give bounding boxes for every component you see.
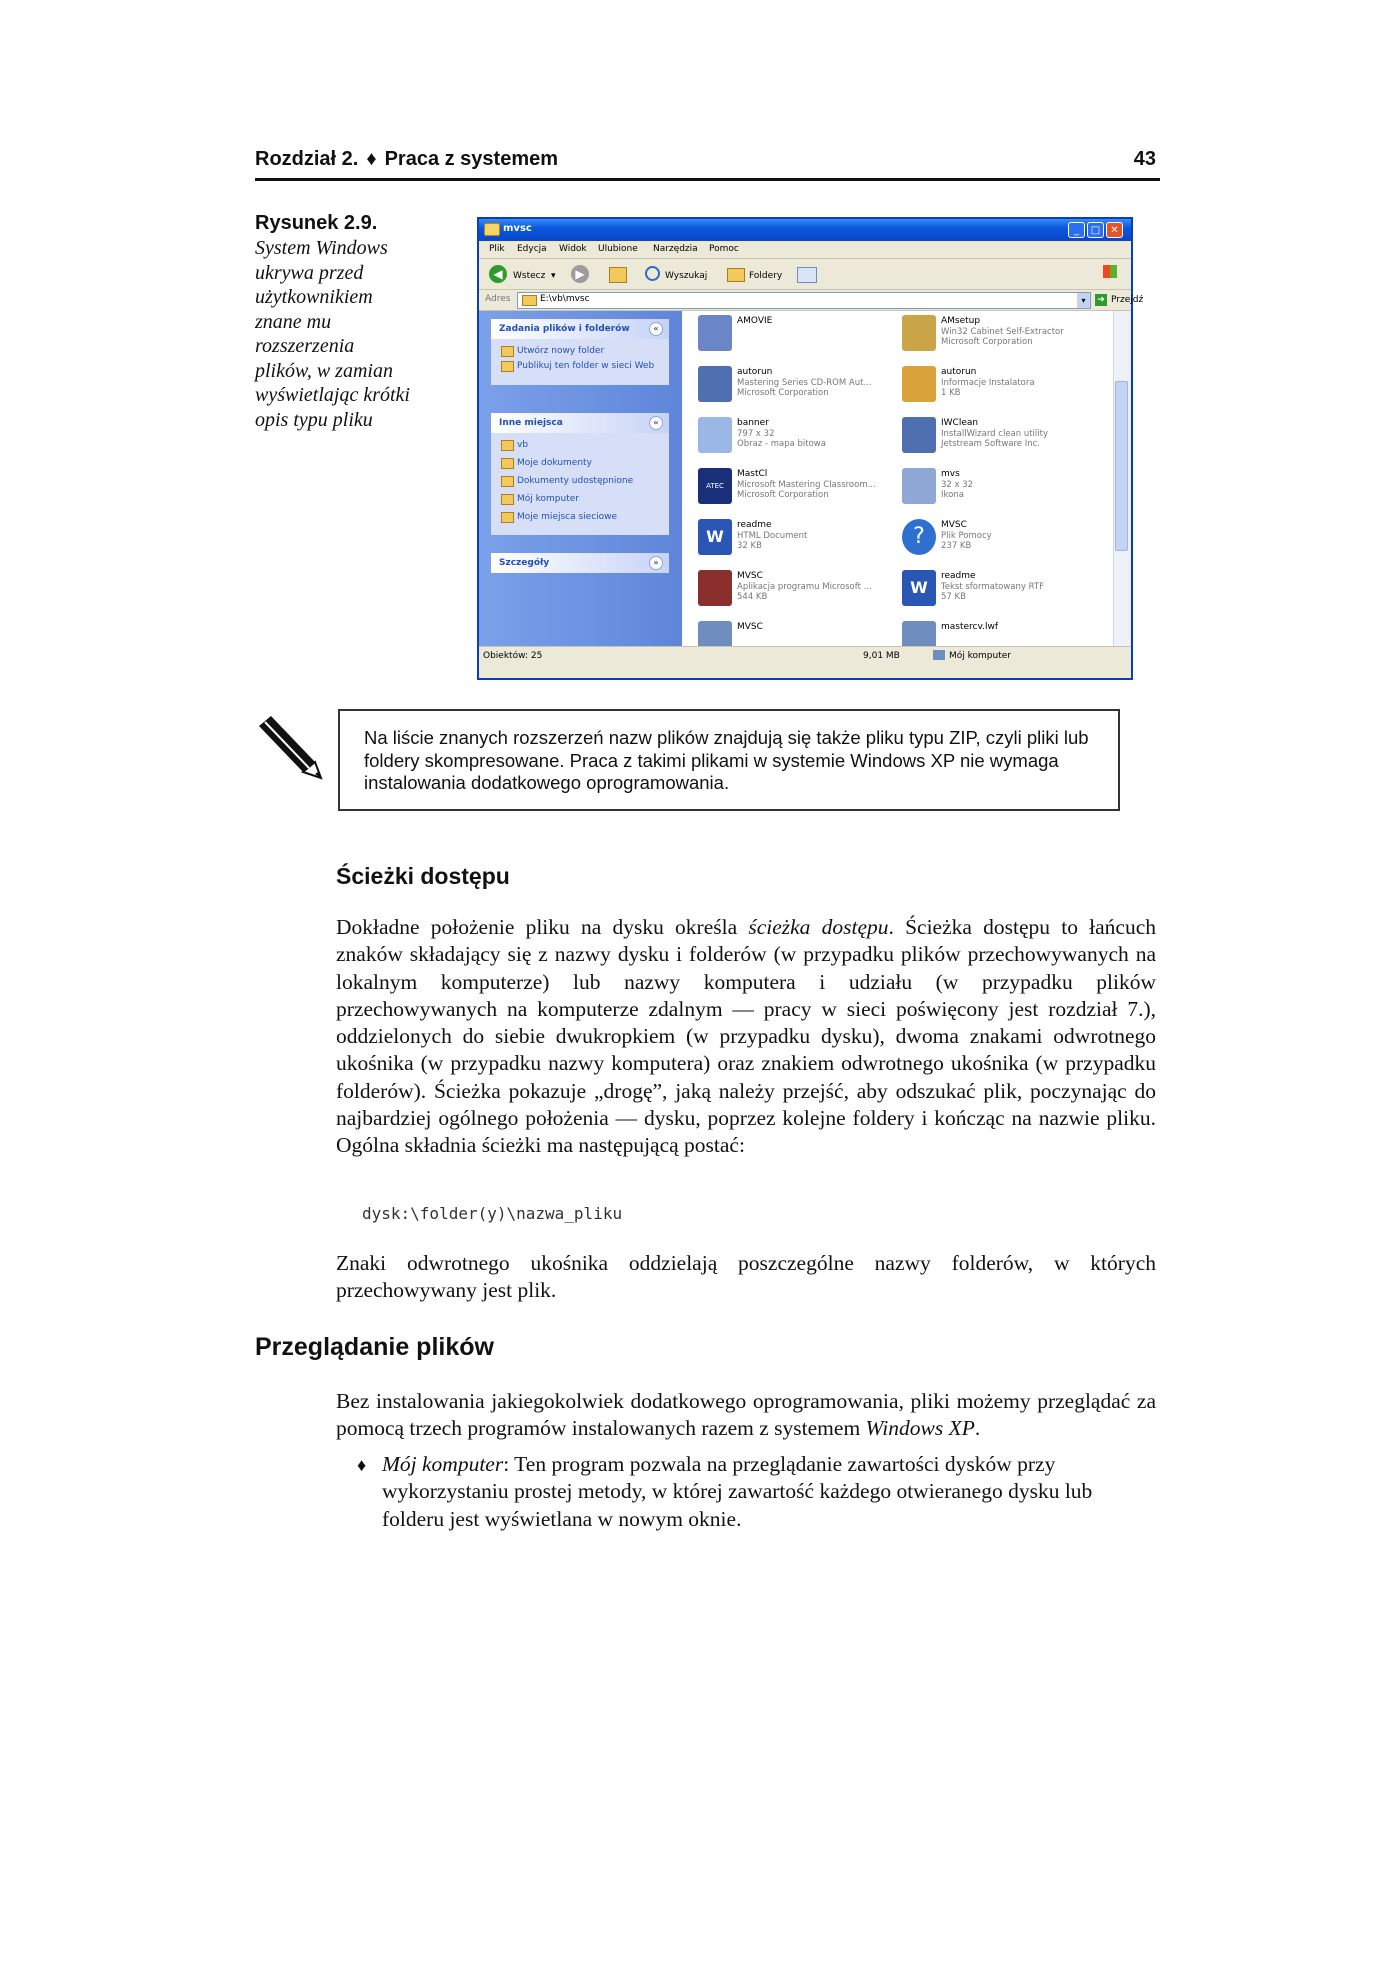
file-name: IWClean — [941, 418, 979, 428]
application-icon — [698, 366, 732, 402]
toolbar — [479, 259, 1131, 290]
file-type: Aplikacja programu Microsoft ... — [737, 582, 872, 592]
file-name: AMOVIE — [737, 316, 773, 326]
file-name: banner — [737, 418, 769, 428]
file-detail: 1 KB — [941, 388, 961, 398]
paragraph: Znaki odwrotnego ukośnika oddzielają poszczególne nazwy folderów, w których przechowywany jest plik. — [336, 1251, 1156, 1303]
close-button[interactable]: ✕ — [1106, 222, 1123, 238]
setup-icon — [698, 315, 732, 351]
help-icon: ? — [902, 519, 936, 555]
list-item: Mój komputer: Ten program pozwala na przeglądanie zawartości dysków przy wykorzystaniu prostej metody, w której zawartość każdego otwieranego dysku lub folderu jest wyświetlana w nowym oknie. — [382, 1452, 1093, 1531]
menu-view[interactable]: Widok — [559, 244, 587, 254]
file-detail: Obraz - mapa bitowa — [737, 439, 826, 449]
other-places-header[interactable]: Inne miejsca « — [491, 413, 669, 433]
collapse-icon[interactable]: « — [649, 416, 663, 430]
go-arrow-icon[interactable]: ➜ — [1095, 294, 1107, 306]
file-item[interactable] — [896, 313, 1101, 359]
window-title: mvsc — [503, 223, 532, 234]
file-detail: Microsoft Corporation — [737, 388, 829, 398]
note-box — [338, 709, 1120, 811]
settings-file-icon — [902, 366, 936, 402]
file-detail: Ikona — [941, 490, 964, 500]
file-type: Tekst sformatowany RTF — [941, 582, 1045, 592]
file-detail: Microsoft Corporation — [941, 337, 1033, 347]
details-panel — [491, 553, 669, 573]
figure-caption: System Windows ukrywa przed użytkownikiem znane mu rozszerzenia plików, w zamian wyświetlając krótki opis typu pliku — [255, 237, 410, 431]
file-detail: 544 KB — [737, 592, 768, 602]
atec-icon: ATEC — [698, 468, 732, 504]
figure-label: Rysunek 2.9. — [255, 212, 378, 234]
status-bar — [479, 646, 1131, 665]
maximize-button[interactable]: □ — [1087, 222, 1104, 238]
file-detail: Jetstream Software Inc. — [941, 439, 1040, 449]
file-detail: 32 KB — [737, 541, 762, 551]
paint-icon — [698, 417, 732, 453]
section-heading: Ścieżki dostępu — [336, 863, 510, 889]
address-input[interactable] — [517, 292, 1091, 309]
note-text: Na liście znanych rozszerzeń nazw plików znajdują się także pliku typu ZIP, czyli pliki lub foldery skompresowane. Praca z takimi plikami w systemie Windows XP nie wymaga instalowania dodatkowego oprogramowania. — [364, 727, 1089, 793]
emphasis: ścieżka dostępu — [748, 915, 889, 939]
emphasis: Windows XP — [865, 1416, 975, 1441]
vertical-scrollbar[interactable] — [1113, 311, 1130, 646]
file-name: autorun — [737, 367, 773, 377]
code-sample: dysk:\folder(y)\nazwa_pliku — [362, 1204, 623, 1223]
total-size: 9,01 MB — [863, 651, 900, 661]
back-arrow-icon[interactable]: ◀ — [489, 265, 507, 283]
file-name: readme — [941, 571, 976, 581]
paragraph: Bez instalowania jakiegokolwiek dodatkowego oprogramowania, pliki możemy przeglądać za pomocą trzech programów instalowanych razem z systemem Windows XP. — [336, 1389, 1156, 1441]
bullet-diamond-icon: ♦ — [357, 1455, 367, 1475]
file-type: 32 x 32 — [941, 480, 974, 490]
views-icon[interactable] — [797, 267, 817, 283]
file-name: mvs — [941, 469, 960, 479]
search-icon[interactable] — [645, 266, 660, 281]
folder-up-icon[interactable] — [609, 267, 627, 283]
forward-arrow-icon[interactable]: ▶ — [571, 265, 589, 283]
diamond-icon: ♦ — [366, 148, 377, 170]
file-name: MVSC — [941, 520, 967, 530]
address-value: E:\vb\mvsc — [540, 294, 590, 304]
file-type: HTML Document — [737, 531, 808, 541]
file-detail: Microsoft Corporation — [737, 490, 829, 500]
paragraph: Dokładne położenie pliku na dysku określa ścieżka dostępu. Ścieżka dostępu to łańcuch znaków składający się z nazwy dysku i folderów (w przypadku plików przechowywanych na lokalnym komputerze) lub nazwy komputera i udziału (w przypadku plików przechowywanych na komputerze zdalnym — pracy w sieci poświęcony jest rozdział 7.), oddzielonych do siebie dwukropkiem (w przypadku dysku), dwoma znakami odwrotnego ukośnika (w przypadku nazwy komputera) oraz znakiem odwrotnego ukośnika (w przypadku folderów). Ścieżka pokazuje „drogę”, jaką należy przejść, aby odszukać plik, poczynając do najbardziej ogólnego położenia — dysku, poprzez kolejne foldery i kończąc na nazwie pliku. Ogólna składnia ścieżki ma następującą postać: — [336, 915, 1156, 1158]
file-item[interactable] — [692, 517, 897, 563]
word-rtf-icon: W — [902, 570, 936, 606]
file-tasks-header[interactable]: Zadania plików i folderów « — [491, 319, 669, 339]
file-type: Mastering Series CD-ROM Aut... — [737, 378, 872, 388]
computer-icon — [501, 494, 514, 505]
folders-icon[interactable] — [727, 268, 745, 282]
file-item[interactable] — [692, 364, 897, 410]
file-item[interactable] — [692, 619, 897, 646]
access-icon — [698, 570, 732, 606]
document-icon — [902, 621, 936, 646]
window-titlebar[interactable] — [479, 219, 1131, 241]
file-detail: 57 KB — [941, 592, 966, 602]
back-button[interactable]: Wstecz — [513, 271, 546, 281]
chapter-title: Praca z systemem — [384, 148, 559, 170]
address-label: Adres — [485, 294, 511, 304]
file-type: Plik Pomocy — [941, 531, 992, 541]
file-item[interactable] — [692, 568, 897, 614]
chapter-heading — [255, 148, 558, 171]
menu-favorites[interactable]: Ulubione — [598, 244, 638, 254]
page-number: 43 — [1133, 148, 1156, 170]
go-button[interactable]: Przejdź — [1111, 295, 1144, 305]
explorer-window — [477, 217, 1144, 680]
document-icon — [698, 621, 732, 646]
search-button[interactable]: Wyszukaj — [665, 271, 708, 281]
other-places-panel: Inne miejsca « vb Moje dokumenty Dokumenty udostępnione Mój komputer Moje miejsca sieciowe — [491, 413, 669, 535]
file-name: MastCl — [737, 469, 768, 479]
menu-bar — [479, 241, 1131, 259]
details-header[interactable]: Szczegóły » — [491, 553, 669, 573]
file-item[interactable] — [896, 364, 1101, 410]
back-dropdown-icon[interactable]: ▾ — [551, 271, 556, 281]
file-list — [682, 311, 1113, 646]
folders-button[interactable]: Foldery — [749, 271, 783, 281]
file-item[interactable] — [896, 517, 1101, 563]
section-heading: Przeglądanie plików — [255, 1333, 494, 1361]
file-item[interactable] — [692, 415, 897, 461]
file-item[interactable] — [896, 415, 1101, 461]
status-location: Mój komputer — [949, 651, 1011, 661]
publish-icon — [501, 361, 514, 372]
file-type: InstallWizard clean utility — [941, 429, 1049, 439]
minimize-button[interactable]: _ — [1068, 222, 1085, 238]
application-icon — [902, 417, 936, 453]
file-name: readme — [737, 520, 772, 530]
installer-icon — [902, 315, 936, 351]
collapse-icon[interactable]: « — [649, 322, 663, 336]
file-type: Microsoft Mastering Classroom... — [737, 480, 876, 490]
folder-icon — [501, 440, 514, 451]
file-tasks-panel: Zadania plików i folderów « Utwórz nowy folder Publikuj ten folder w sieci Web — [491, 319, 669, 385]
file-item[interactable] — [896, 466, 1101, 512]
file-item[interactable] — [692, 313, 897, 359]
network-icon — [501, 512, 514, 523]
file-item[interactable] — [896, 619, 1101, 646]
address-bar — [479, 290, 1144, 311]
file-name: MVSC — [737, 571, 763, 581]
file-name: autorun — [941, 367, 977, 377]
menu-help[interactable]: Pomoc — [709, 244, 739, 254]
emphasis: Mój komputer — [382, 1452, 504, 1476]
folder-icon — [501, 458, 514, 469]
folder-icon — [522, 295, 537, 306]
ico-file-icon — [902, 468, 936, 504]
file-detail: 237 KB — [941, 541, 972, 551]
file-type: Win32 Cabinet Self-Extractor — [941, 327, 1064, 337]
new-folder-icon — [501, 346, 514, 357]
folder-icon — [484, 223, 500, 236]
menu-tools[interactable]: Narzędzia — [653, 244, 698, 254]
chevron-down-icon[interactable]: ▾ — [1077, 293, 1090, 308]
computer-icon — [933, 650, 945, 660]
file-type: 797 x 32 — [737, 429, 775, 439]
menu-file[interactable]: Plik — [489, 244, 505, 254]
expand-icon[interactable]: » — [649, 556, 663, 570]
folder-icon — [501, 476, 514, 487]
file-item[interactable] — [692, 466, 897, 512]
word-html-icon: W — [698, 519, 732, 555]
task-pane — [479, 311, 682, 646]
page-header — [255, 146, 1160, 181]
file-item[interactable] — [896, 568, 1101, 614]
file-name: MVSC — [737, 622, 763, 632]
object-count: Obiektów: 25 — [483, 651, 543, 661]
file-name: AMsetup — [941, 316, 981, 326]
menu-edit[interactable]: Edycja — [517, 244, 547, 254]
pencil-icon — [255, 712, 325, 782]
chapter-number: Rozdział 2. — [255, 148, 359, 170]
file-type: Informacje Instalatora — [941, 378, 1035, 388]
file-name: mastercv.lwf — [941, 622, 999, 632]
scrollbar-thumb[interactable] — [1115, 381, 1128, 551]
